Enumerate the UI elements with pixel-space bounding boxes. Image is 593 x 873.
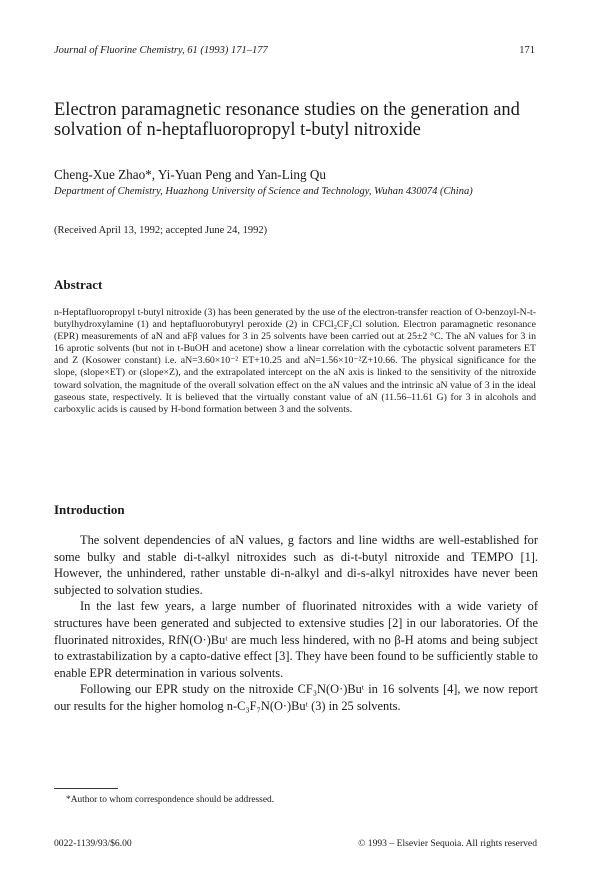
copyright-notice: © 1993 – Elsevier Sequoia. All rights reserved — [358, 838, 537, 849]
footnote-rule — [54, 788, 118, 789]
issn-price: 0022-1139/93/$6.00 — [54, 838, 132, 849]
abstract-heading: Abstract — [54, 277, 103, 292]
journal-citation: Journal of Fluorine Chemistry, 61 (1993) 171–177 — [54, 45, 268, 56]
footnote: *Author to whom correspondence should be addressed. — [66, 795, 275, 805]
received-dates: (Received April 13, 1992; accepted June 24, 1992) — [54, 225, 268, 236]
authors: Cheng-Xue Zhao*, Yi-Yuan Peng and Yan-Ling Qu — [54, 167, 327, 182]
paper-title: Electron paramagnetic resonance studies on the generation and solvation of n-heptafluoropropyl t-butyl nitroxide — [54, 100, 520, 140]
intro-paragraph: Following our EPR study on the nitroxide CF₃N(O·)Buᵗ in 16 solvents [4], we now report our results for the higher homolog n-C₃F₇N(O·)Buᵗ (3) in 25 solvents. — [54, 682, 538, 713]
intro-paragraph: The solvent dependencies of aN values, g factors and line widths are well-established for some bulky and stable di-t-alkyl nitroxides such as di-t-butyl nitroxide and TEMPO [1]. However, the unhindered, rather unstable di-n-alkyl and di-s-alkyl nitroxides have never been subjected to solvation studies. — [54, 533, 538, 597]
page-number: 171 — [519, 45, 535, 56]
running-header — [54, 45, 535, 56]
introduction-body — [54, 532, 538, 715]
introduction-heading: Introduction — [54, 502, 125, 517]
abstract-text: n-Heptafluoropropyl t-butyl nitroxide (3) has been generated by the use of the electron-transfer reaction of O-benzoyl-N-t-butylhydroxylamine (1) and heptafluorobutyryl peroxide (2) in CFCl₂CF₂Cl solution. Electron paramagnetic resonance (EPR) measurements of aN and aFβ values for 3 in 25 solvents have been carried out at 25±2 °C. The aN values for 3 in 16 aprotic solvents (but not in t-BuOH and acetone) show a linear correlation with the cybotactic solvent parameters ET and Z (Kosower constant) i.e. aN=3.60×10⁻² ET+10.25 and aN=1.56×10⁻²Z+10.66. The physical significance for the slope, (slope×ET) or (slope×Z), and the extrapolated intercept on the aN axis is linked to the sensitivity of the nitroxide toward solvation, the magnitude of the overall solvation effect on the aN values and the intrinsic aN value of 3 in the ideal gaseous state, respectively. It is believed that the virtually constant value of aN (11.56–11.61 G) for 3 in alcohols and carboxylic acids is caused by H-bond formation between 3 and the solvents. — [54, 307, 536, 415]
intro-paragraph: In the last few years, a large number of fluorinated nitroxides with a wide variety of structures have been generated and subjected to extensive studies [2] in our laboratories. Of the fluorinated nitroxides, RfN(O·)Buᵗ are much less hindered, with no β-H atoms and being subject to extrastabilization by a capto-dative effect [3]. They have been found to be sufficiently stable to enable EPR determination in various solvents. — [54, 599, 538, 680]
affiliation: Department of Chemistry, Huazhong University of Science and Technology, Wuhan 430074 (China) — [54, 186, 473, 197]
